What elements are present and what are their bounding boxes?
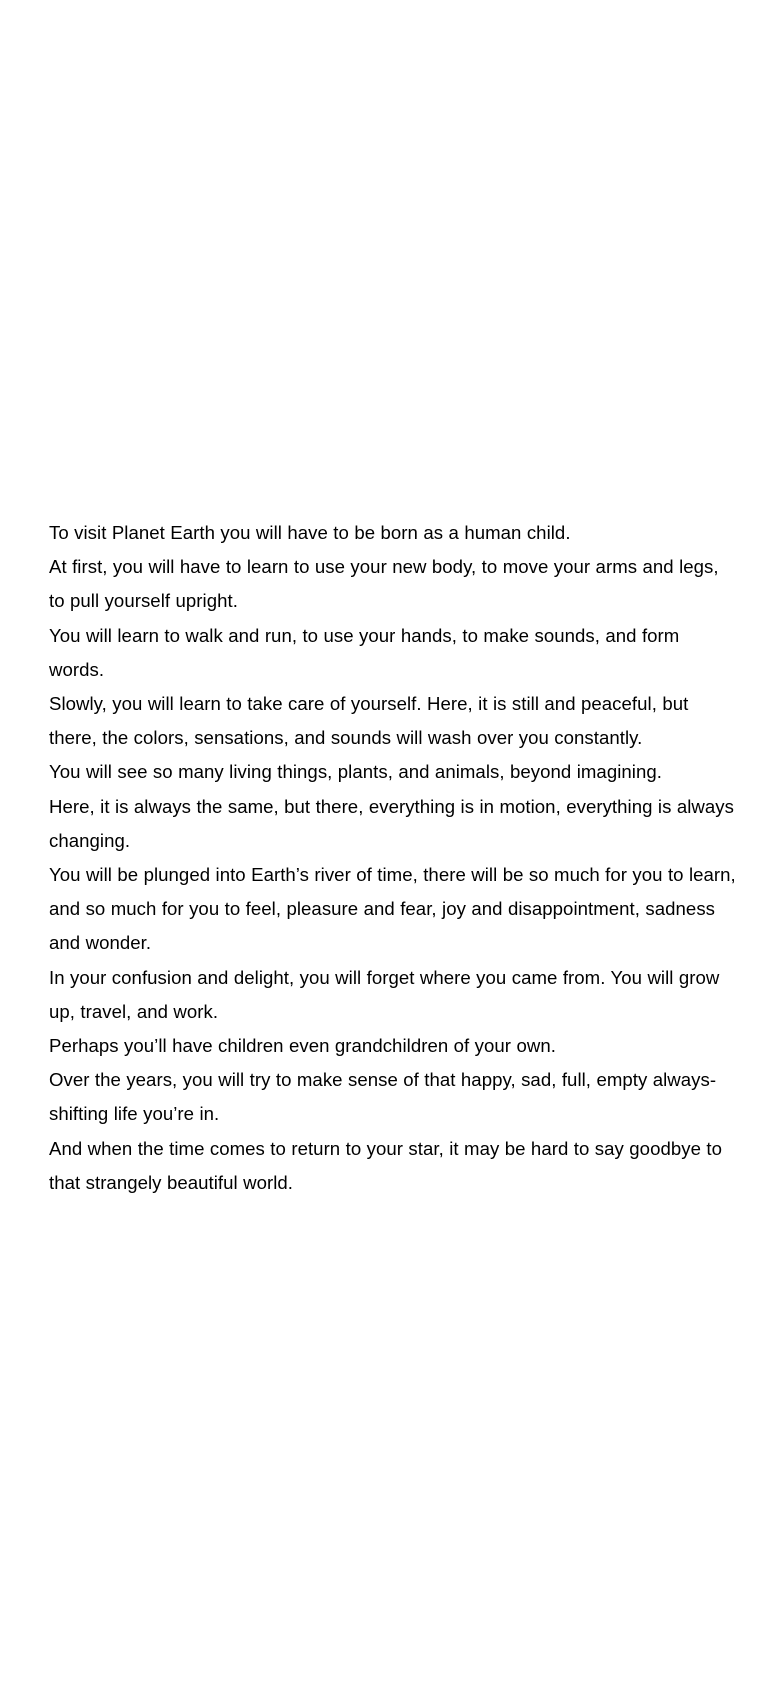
- story-paragraph: You will see so many living things, plants, and animals, beyond imagining.: [49, 761, 662, 783]
- story-paragraph: Slowly, you will learn to take care of yourself. Here, it is still and peaceful, but there, the colors, sensations, and sounds will wash over you constantly.: [49, 693, 689, 749]
- story-paragraph: Here, it is always the same, but there, everything is in motion, everything is always changing.: [49, 795, 734, 851]
- story-paragraph: To visit Planet Earth you will have to be born as a human child.: [49, 522, 571, 543]
- story-paragraph: You will be plunged into Earth’s river of time, there will be so much for you to learn, and so much for you to feel, pleasure and fear, joy and disappointment, sadness and wonder.: [49, 864, 736, 954]
- story-paragraph: In your confusion and delight, you will forget where you came from. You will grow up, travel, and work.: [49, 966, 720, 1022]
- story-paragraph: Perhaps you’ll have children even grandchildren of your own.: [49, 1035, 556, 1057]
- story-paragraph: You will learn to walk and run, to use your hands, to make sounds, and form words.: [49, 624, 680, 680]
- story-paragraph: Over the years, you will try to make sense of that happy, sad, full, empty always-shifting life you’re in.: [49, 1069, 717, 1125]
- story-paragraph: And when the time comes to return to your star, it may be hard to say goodbye to that strangely beautiful world.: [49, 1137, 722, 1193]
- story-paragraph: At first, you will have to learn to use your new body, to move your arms and legs, to pull yourself upright.: [49, 556, 719, 612]
- story-text: [49, 516, 739, 1200]
